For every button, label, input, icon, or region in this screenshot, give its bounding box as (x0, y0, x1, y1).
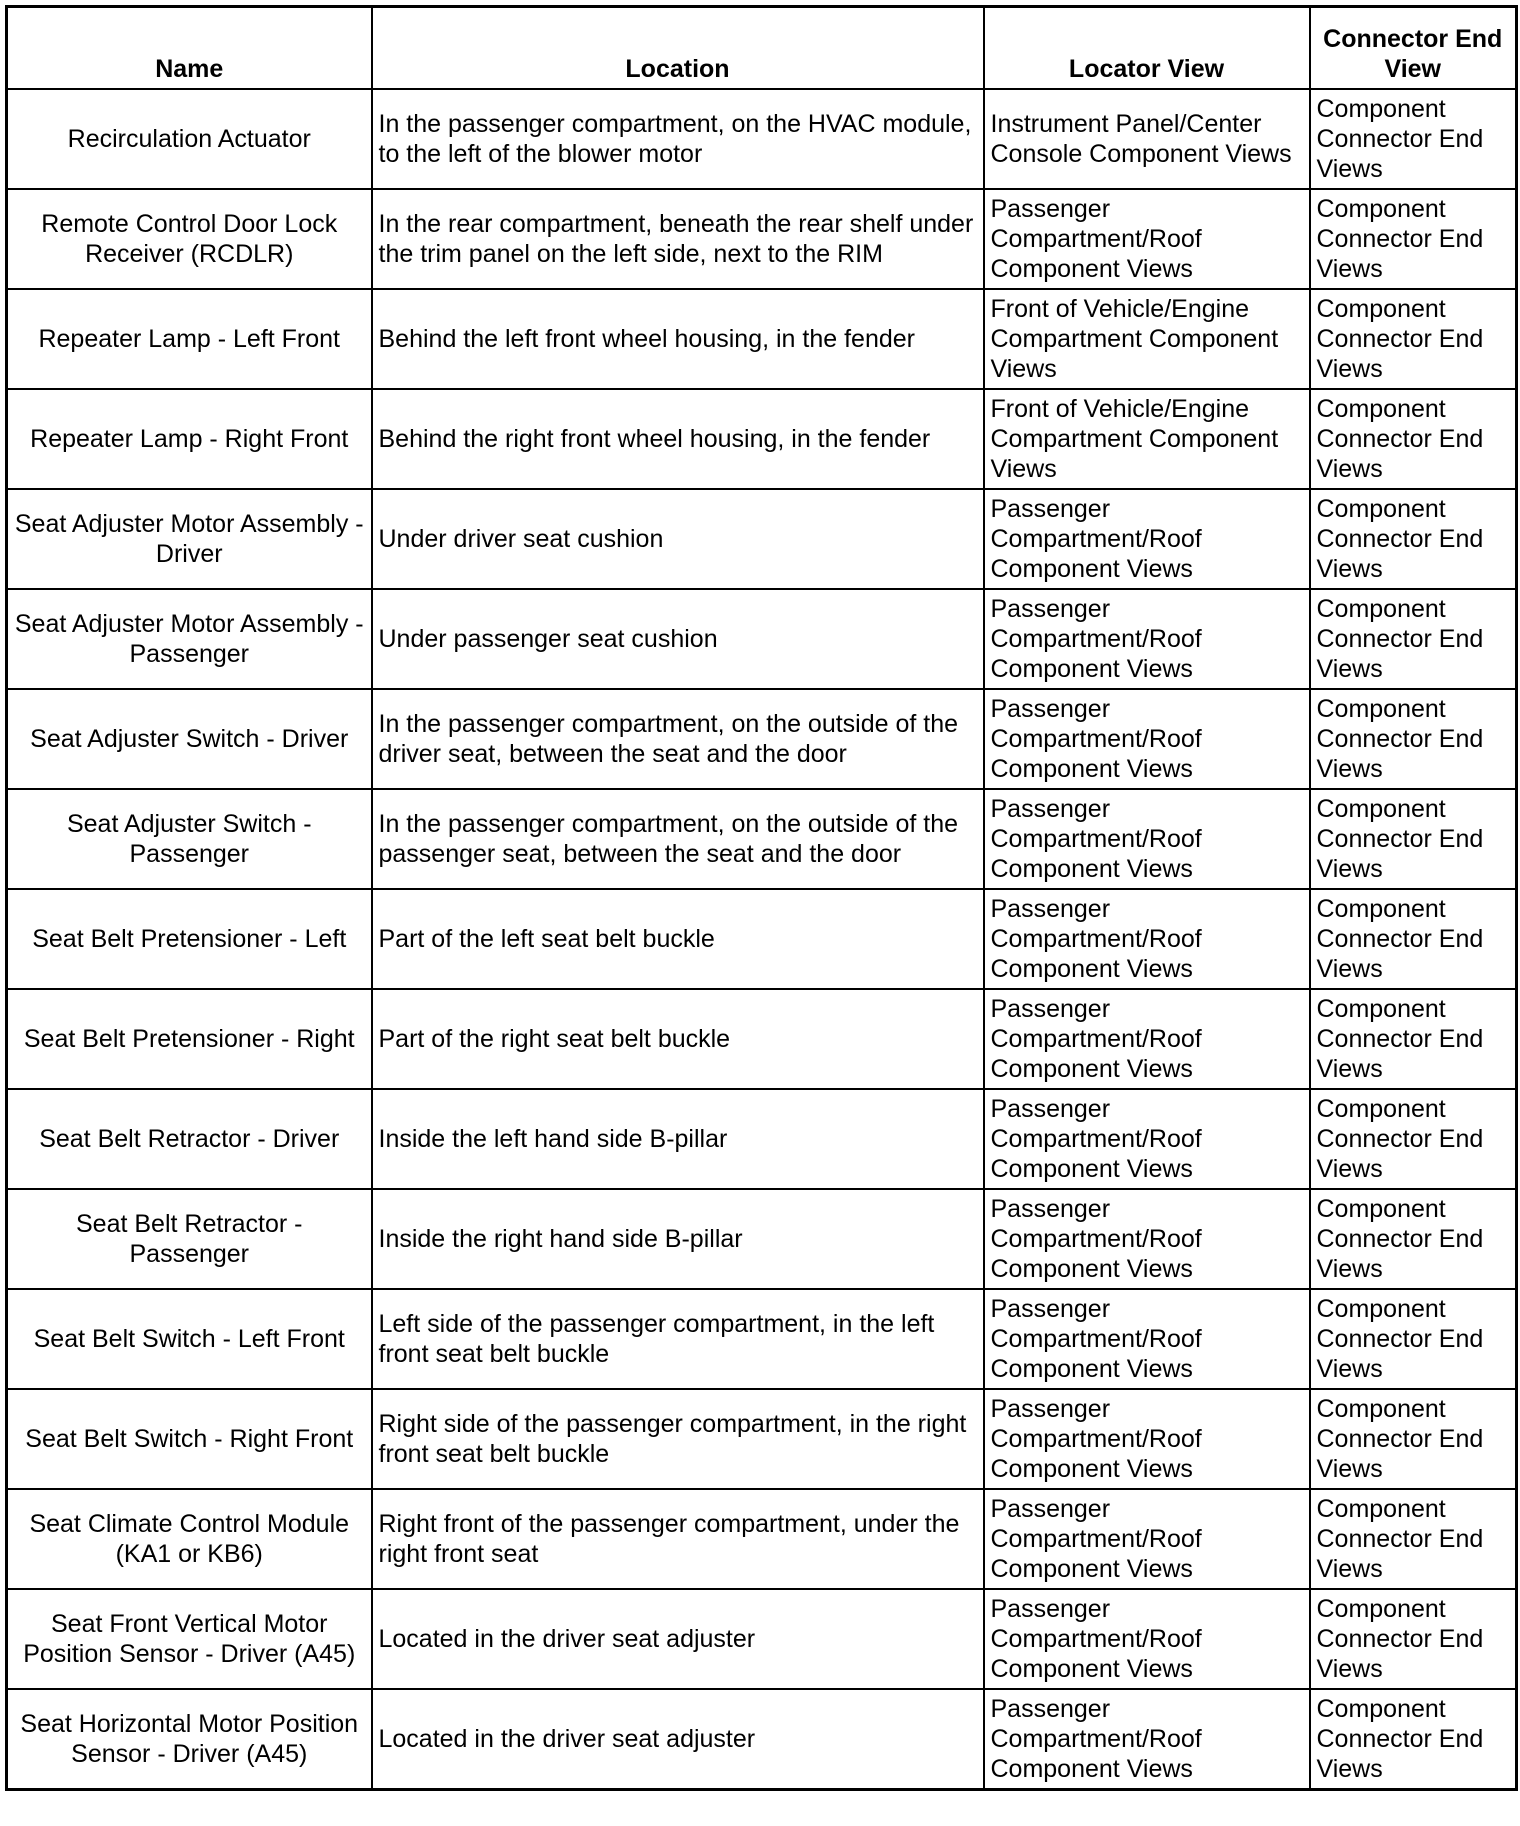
table-body (7, 89, 1517, 1790)
cell-location: Left side of the passenger compartment, in the left front seat belt buckle (372, 1289, 984, 1389)
cell-location: Under passenger seat cushion (372, 589, 984, 689)
cell-location: In the rear compartment, beneath the rear shelf under the trim panel on the left side, next to the RIM (372, 189, 984, 289)
table-row (7, 1589, 1517, 1689)
cell-locator-view: Passenger Compartment/Roof Component Views (984, 589, 1310, 689)
cell-location: Part of the left seat belt buckle (372, 889, 984, 989)
table-row (7, 89, 1517, 189)
table-row (7, 989, 1517, 1089)
header-row (7, 7, 1517, 90)
cell-location: Right side of the passenger compartment, in the right front seat belt buckle (372, 1389, 984, 1489)
cell-location: Behind the right front wheel housing, in the fender (372, 389, 984, 489)
header-locator-view: Locator View (984, 7, 1310, 90)
table-row (7, 489, 1517, 589)
cell-locator-view: Passenger Compartment/Roof Component Views (984, 889, 1310, 989)
cell-name: Repeater Lamp - Right Front (7, 389, 372, 489)
cell-name: Recirculation Actuator (7, 89, 372, 189)
table-row (7, 289, 1517, 389)
cell-location: In the passenger compartment, on the outside of the driver seat, between the seat and the door (372, 689, 984, 789)
cell-connector-end-view: Component Connector End Views (1310, 689, 1517, 789)
cell-locator-view: Front of Vehicle/Engine Compartment Component Views (984, 289, 1310, 389)
table-row (7, 1689, 1517, 1790)
cell-connector-end-view: Component Connector End Views (1310, 889, 1517, 989)
cell-location: Under driver seat cushion (372, 489, 984, 589)
cell-connector-end-view: Component Connector End Views (1310, 289, 1517, 389)
cell-name: Seat Adjuster Motor Assembly - Driver (7, 489, 372, 589)
table-row (7, 1389, 1517, 1489)
cell-connector-end-view: Component Connector End Views (1310, 1589, 1517, 1689)
cell-locator-view: Passenger Compartment/Roof Component Views (984, 689, 1310, 789)
table-row (7, 689, 1517, 789)
header-connector-end-view: Connector End View (1310, 7, 1517, 90)
table-row (7, 189, 1517, 289)
cell-location: Located in the driver seat adjuster (372, 1689, 984, 1790)
header-location: Location (372, 7, 984, 90)
cell-locator-view: Passenger Compartment/Roof Component Views (984, 989, 1310, 1089)
cell-connector-end-view: Component Connector End Views (1310, 1089, 1517, 1189)
table-row (7, 589, 1517, 689)
table-row (7, 389, 1517, 489)
table-row (7, 1489, 1517, 1589)
cell-locator-view: Passenger Compartment/Roof Component Views (984, 1589, 1310, 1689)
cell-connector-end-view: Component Connector End Views (1310, 1189, 1517, 1289)
cell-name: Seat Adjuster Motor Assembly - Passenger (7, 589, 372, 689)
cell-name: Seat Adjuster Switch - Passenger (7, 789, 372, 889)
cell-locator-view: Passenger Compartment/Roof Component Views (984, 789, 1310, 889)
cell-location: Inside the right hand side B-pillar (372, 1189, 984, 1289)
cell-locator-view: Passenger Compartment/Roof Component Views (984, 489, 1310, 589)
cell-connector-end-view: Component Connector End Views (1310, 89, 1517, 189)
cell-connector-end-view: Component Connector End Views (1310, 1689, 1517, 1790)
table-row (7, 889, 1517, 989)
cell-connector-end-view: Component Connector End Views (1310, 389, 1517, 489)
cell-name: Seat Climate Control Module (KA1 or KB6) (7, 1489, 372, 1589)
cell-connector-end-view: Component Connector End Views (1310, 1289, 1517, 1389)
table-header (7, 7, 1517, 90)
cell-connector-end-view: Component Connector End Views (1310, 589, 1517, 689)
cell-locator-view: Front of Vehicle/Engine Compartment Component Views (984, 389, 1310, 489)
cell-locator-view: Instrument Panel/Center Console Component Views (984, 89, 1310, 189)
cell-name: Seat Front Vertical Motor Position Sensor - Driver (A45) (7, 1589, 372, 1689)
cell-name: Repeater Lamp - Left Front (7, 289, 372, 389)
table-row (7, 1089, 1517, 1189)
cell-name: Seat Horizontal Motor Position Sensor - Driver (A45) (7, 1689, 372, 1790)
cell-locator-view: Passenger Compartment/Roof Component Views (984, 1689, 1310, 1790)
header-name: Name (7, 7, 372, 90)
cell-locator-view: Passenger Compartment/Roof Component Views (984, 1089, 1310, 1189)
cell-location: Inside the left hand side B-pillar (372, 1089, 984, 1189)
cell-connector-end-view: Component Connector End Views (1310, 189, 1517, 289)
cell-connector-end-view: Component Connector End Views (1310, 1489, 1517, 1589)
cell-location: Part of the right seat belt buckle (372, 989, 984, 1089)
cell-locator-view: Passenger Compartment/Roof Component Views (984, 1489, 1310, 1589)
cell-connector-end-view: Component Connector End Views (1310, 989, 1517, 1089)
cell-locator-view: Passenger Compartment/Roof Component Views (984, 189, 1310, 289)
cell-location: Right front of the passenger compartment, under the right front seat (372, 1489, 984, 1589)
cell-connector-end-view: Component Connector End Views (1310, 489, 1517, 589)
cell-name: Seat Belt Switch - Right Front (7, 1389, 372, 1489)
cell-location: Located in the driver seat adjuster (372, 1589, 984, 1689)
cell-name: Seat Belt Switch - Left Front (7, 1289, 372, 1389)
table-row (7, 789, 1517, 889)
cell-locator-view: Passenger Compartment/Roof Component Views (984, 1389, 1310, 1489)
cell-connector-end-view: Component Connector End Views (1310, 789, 1517, 889)
cell-name: Seat Adjuster Switch - Driver (7, 689, 372, 789)
cell-name: Seat Belt Pretensioner - Left (7, 889, 372, 989)
component-locator-table (5, 5, 1518, 1791)
cell-location: In the passenger compartment, on the outside of the passenger seat, between the seat and the door (372, 789, 984, 889)
cell-name: Seat Belt Retractor - Passenger (7, 1189, 372, 1289)
cell-name: Seat Belt Retractor - Driver (7, 1089, 372, 1189)
cell-connector-end-view: Component Connector End Views (1310, 1389, 1517, 1489)
cell-name: Remote Control Door Lock Receiver (RCDLR) (7, 189, 372, 289)
table-row (7, 1189, 1517, 1289)
cell-location: In the passenger compartment, on the HVAC module, to the left of the blower motor (372, 89, 984, 189)
cell-locator-view: Passenger Compartment/Roof Component Views (984, 1289, 1310, 1389)
cell-name: Seat Belt Pretensioner - Right (7, 989, 372, 1089)
cell-locator-view: Passenger Compartment/Roof Component Views (984, 1189, 1310, 1289)
table-row (7, 1289, 1517, 1389)
cell-location: Behind the left front wheel housing, in the fender (372, 289, 984, 389)
